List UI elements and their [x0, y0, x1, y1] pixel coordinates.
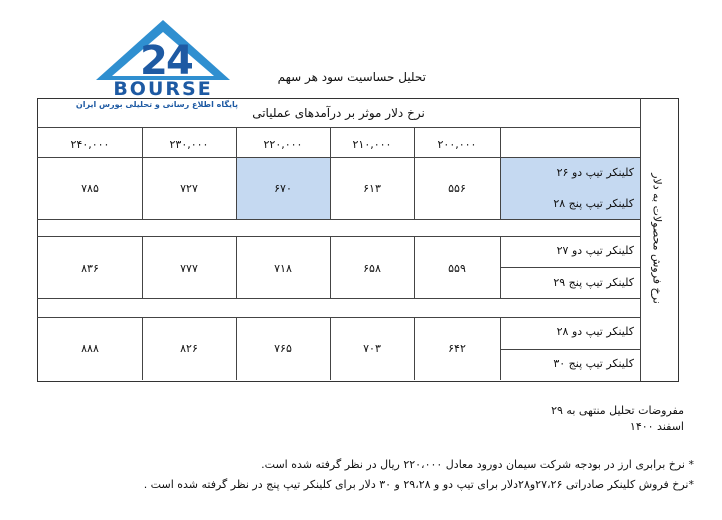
table-cell: ۸۸۸	[81, 342, 99, 355]
note-exchange-rate: * نرخ برابری ارز در بودجه شرکت سیمان دورود معادل ۲۲۰،۰۰۰ ریال در نظر گرفته شده است.	[261, 458, 694, 471]
bourse-logo	[75, 18, 238, 110]
logo-brand: BOURSE	[113, 78, 213, 100]
note-clinker-price: *نرخ فروش کلینکر صادراتی ۲۷،۲۶و۲۸دلار برای تیپ دو و ۲۹،۲۸ و ۳۰ دلار برای کلینکر تیپ پنج در نظر گرفته شده است .	[143, 478, 694, 491]
table-cell: ۵۵۶	[448, 182, 466, 195]
column-header: ۲۴۰,۰۰۰	[70, 138, 110, 151]
table-cell: ۶۵۸	[363, 262, 381, 275]
table-cell: ۷۰۳	[363, 342, 381, 355]
row-label: کلینکر تیپ پنج ۲۸	[553, 197, 634, 210]
table-cell: ۶۱۳	[363, 182, 381, 195]
row-label: کلینکر تیپ دو ۲۷	[556, 244, 634, 257]
page-title: تحلیل حساسیت سود هر سهم	[277, 70, 426, 84]
column-header: ۲۰۰,۰۰۰	[437, 138, 477, 151]
table-cell: ۸۲۶	[180, 342, 198, 355]
assumption-line-1: مفروضات تحلیل منتهی به ۲۹	[551, 404, 684, 417]
column-header: ۲۳۰,۰۰۰	[169, 138, 209, 151]
assumption-line-2: اسفند ۱۴۰۰	[629, 420, 684, 433]
table-cell: ۷۲۷	[180, 182, 198, 195]
table-cell: ۷۸۵	[81, 182, 99, 195]
column-header: ۲۱۰,۰۰۰	[352, 138, 392, 151]
row-label: کلینکر تیپ دو ۲۸	[556, 325, 634, 338]
svg-text:4: 4	[166, 38, 194, 82]
row-label: کلینکر تیپ پنج ۳۰	[553, 357, 634, 370]
top-header: نرخ دلار موثر بر درآمدهای عملیاتی	[252, 106, 425, 120]
table-cell: ۵۵۹	[448, 262, 466, 275]
table-cell: ۷۱۸	[274, 262, 292, 275]
row-label: کلینکر تیپ دو ۲۶	[556, 166, 634, 179]
table-cell: ۷۷۷	[180, 262, 198, 275]
svg-text:2: 2	[140, 38, 168, 82]
column-header: ۲۲۰,۰۰۰	[263, 138, 303, 151]
table-cell: ۷۶۵	[274, 342, 292, 355]
row-label: کلینکر تیپ پنج ۲۹	[553, 276, 634, 289]
logo-mark-icon	[88, 18, 238, 82]
table-cell: ۸۳۶	[81, 262, 99, 275]
table-cell: ۶۴۲	[448, 342, 466, 355]
logo-tagline: پایگاه اطلاع رسانی و تحلیلی بورس ایران	[75, 100, 238, 109]
side-header: نرخ فروش محصولات به دلار	[650, 173, 664, 304]
table-cell: ۶۷۰	[274, 182, 292, 195]
